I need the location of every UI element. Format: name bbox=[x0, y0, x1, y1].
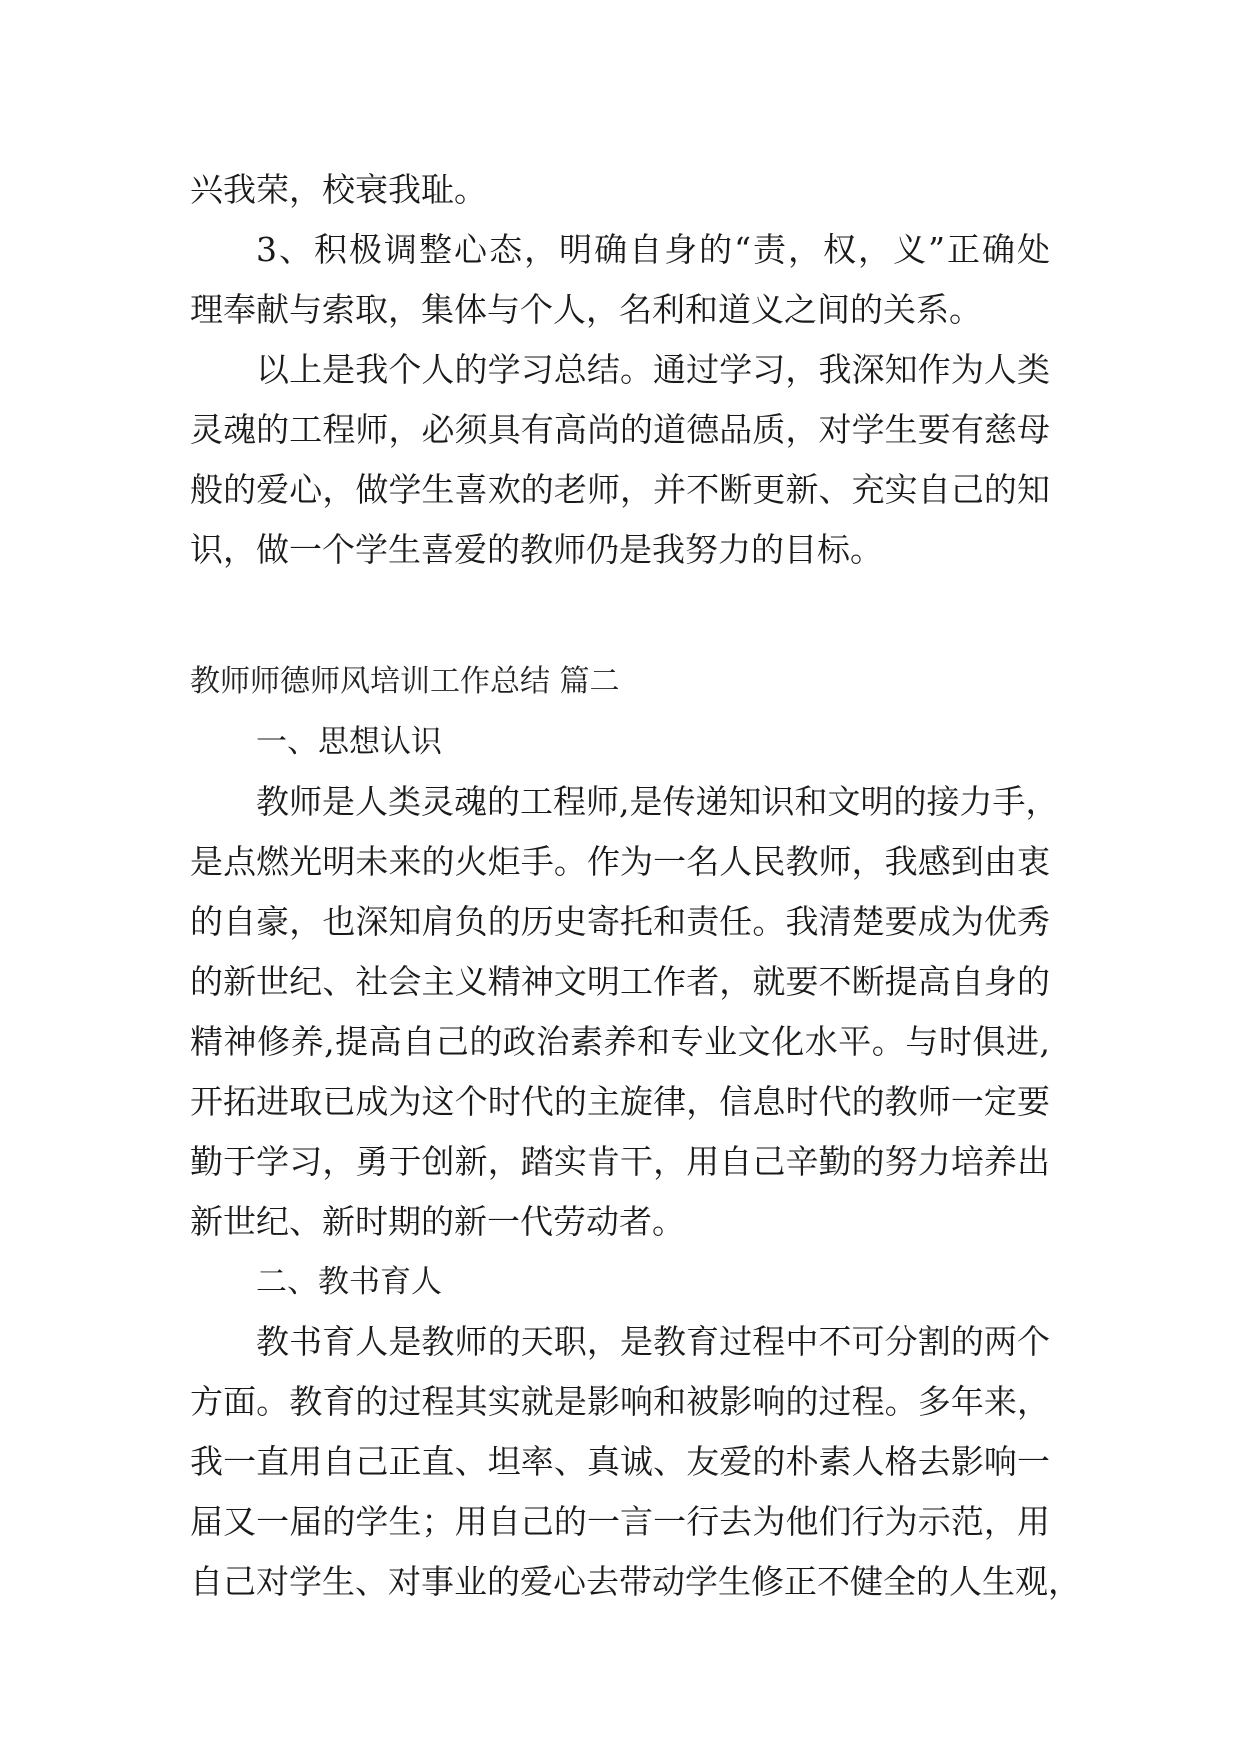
document-page bbox=[190, 160, 1081, 1612]
text-line: 自己对学生、对事业的爱心去带动学生修正不健全的人生观， bbox=[190, 1562, 1081, 1601]
text-line: 精神修养,提高自己的政治素养和专业文化水平。与时俱进, bbox=[190, 1022, 1050, 1061]
text-line: 识，做一个学生喜爱的教师仍是我努力的目标。 bbox=[190, 530, 883, 569]
text-line: 我一直用自己正直、坦率、真诚、友爱的朴素人格去影响一 bbox=[190, 1442, 1050, 1481]
text-line: 是点燃光明未来的火炬手。作为一名人民教师，我感到由衷 bbox=[190, 842, 1050, 881]
subsection-heading: 二、教书育人 bbox=[256, 1264, 442, 1300]
subsection-heading: 一、思想认识 bbox=[256, 724, 442, 760]
text-line: 3、积极调整心态，明确自身的“责，权，义”正确处 bbox=[256, 230, 1050, 269]
text-line: 以上是我个人的学习总结。通过学习，我深知作为人类 bbox=[256, 350, 1050, 389]
text-line: 教书育人是教师的天职，是教育过程中不可分割的两个 bbox=[256, 1322, 1050, 1361]
text-line: 灵魂的工程师，必须具有高尚的道德品质，对学生要有慈母 bbox=[190, 410, 1050, 449]
text-line: 开拓进取已成为这个时代的主旋律，信息时代的教师一定要 bbox=[190, 1082, 1050, 1121]
text-line: 的新世纪、社会主义精神文明工作者，就要不断提高自身的 bbox=[190, 962, 1050, 1001]
text-line: 兴我荣，校衰我耻。 bbox=[190, 170, 487, 209]
section-spacer bbox=[190, 580, 1050, 652]
text-line: 新世纪、新时期的新一代劳动者。 bbox=[190, 1202, 685, 1241]
text-line: 方面。教育的过程其实就是影响和被影响的过程。多年来， bbox=[190, 1382, 1050, 1421]
text-line: 理奉献与索取，集体与个人，名利和道义之间的关系。 bbox=[190, 290, 982, 329]
text-line: 届又一届的学生；用自己的一言一行去为他们行为示范，用 bbox=[190, 1502, 1050, 1541]
text-line: 勤于学习，勇于创新，踏实肯干，用自己辛勤的努力培养出 bbox=[190, 1142, 1050, 1181]
text-line: 教师是人类灵魂的工程师,是传递知识和文明的接力手， bbox=[256, 782, 1059, 821]
text-line: 般的爱心，做学生喜欢的老师，并不断更新、充实自己的知 bbox=[190, 470, 1050, 509]
text-line: 的自豪，也深知肩负的历史寄托和责任。我清楚要成为优秀 bbox=[190, 902, 1050, 941]
section-title: 教师师德师风培训工作总结 篇二 bbox=[190, 664, 620, 699]
